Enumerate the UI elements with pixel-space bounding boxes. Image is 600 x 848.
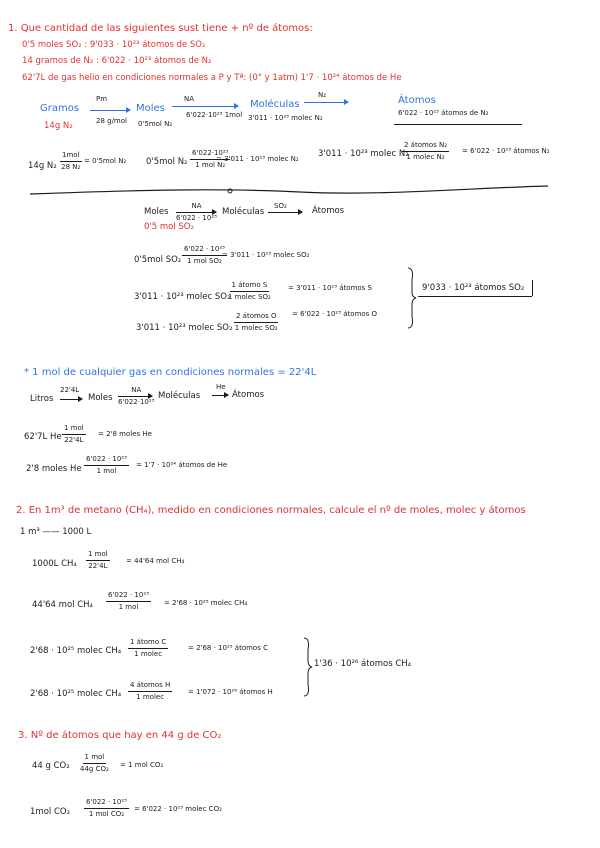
scheme3-na: NA — [129, 387, 143, 397]
calc2-b-num: 1 átomo S — [230, 282, 270, 292]
calc1-a-den: 28 N₂ — [61, 163, 81, 171]
section-divider — [0, 180, 600, 202]
question-3-title: 3. Nº de átomos que hay en 44 g de CO₂ — [18, 730, 222, 741]
q2-c-num: 1 átomo C — [128, 639, 168, 649]
calc2-b-den: 1 molec SO₂ — [228, 293, 271, 301]
calc1-a-result: = 0'5mol N₂ — [84, 157, 127, 165]
calc2-c-num: 2 átomos O — [234, 313, 278, 323]
scheme1-arrow-3 — [304, 102, 348, 103]
scheme2-atomos: Átomos — [312, 206, 345, 216]
calc1-a-lhs: 14g N₂ — [28, 161, 57, 171]
q2-total: 1'36 · 10²⁶ átomos CH₄ — [314, 659, 412, 669]
calc2-a-den: 1 mol SO₂ — [187, 257, 222, 265]
calc2-a-lhs: 0'5mol SO₂ — [134, 255, 182, 265]
question-2-title: 2. En 1m³ de metano (CH₄), medido en condiciones normales, calcule el nº de moles, molec y átomos — [16, 505, 526, 516]
calc2-total-underline — [418, 296, 532, 297]
scheme1-pm: Pm — [96, 95, 108, 103]
scheme3-he: He — [216, 383, 226, 391]
scheme3-moleculas: Moléculas — [158, 391, 201, 401]
q2-b-lhs: 44'64 mol CH₄ — [32, 600, 93, 610]
q2-d-num: 4 átomos H — [128, 682, 172, 692]
calc1-c-den: 1 molec N₂ — [406, 153, 445, 161]
q2-b-fraction — [106, 592, 151, 611]
calc3-b-fraction — [84, 456, 129, 475]
q3-b-lhs: 1mol CO₂ — [30, 807, 70, 817]
calc1-c-result: = 6'022 · 10²³ átomos N₂ — [462, 147, 550, 155]
calc2-total: 9'033 · 10²³ átomos SO₂ — [422, 283, 525, 293]
calc3-b-den: 1 mol — [96, 467, 117, 475]
answer-1b: 14 gramos de N₂ : 6'022 · 10²³ átomos de N₂ — [22, 56, 212, 66]
q3-a-fraction — [80, 754, 109, 773]
q2-a-lhs: 1000L CH₄ — [32, 559, 77, 569]
q3-a-result: = 1 mol CO₂ — [120, 761, 164, 769]
scheme2-arrow-1 — [176, 212, 216, 213]
q2-c-fraction — [128, 639, 168, 658]
calc2-c-den: 1 molec SO₂ — [234, 324, 278, 332]
gas-note: * 1 mol de cualquier gas en condiciones normales = 22'4L — [24, 367, 317, 378]
calc3-b-num: 6'022 · 10²³ — [84, 456, 129, 466]
calc2-total-bar — [532, 280, 533, 296]
calc1-b-den: 1 mol N₂ — [195, 161, 226, 169]
calc2-c-fraction — [234, 313, 278, 332]
calc1-b-result: = 3'011 · 10²³ molec N₂ — [216, 155, 299, 163]
calc3-a-num: 1 mol — [62, 425, 86, 435]
q2-d-result: = 1'072 · 10²⁶ átomos H — [188, 688, 273, 696]
scheme3-l224: 22'4L — [60, 386, 80, 394]
scheme1-moles-value: 0'5mol N₂ — [138, 120, 173, 128]
scheme2-given: 0'5 mol SO₂ — [144, 222, 194, 232]
calc1-b-num: 6'022·10²³ — [190, 150, 230, 160]
q3-b-den: 1 mol CO₂ — [88, 810, 125, 818]
q2-b-den: 1 mol — [118, 603, 139, 611]
q2-a-result: = 44'64 mol CH₄ — [126, 557, 185, 565]
calc2-c-result: = 6'022 · 10²³ átomos O — [292, 310, 378, 318]
q3-a-lhs: 44 g CO₂ — [32, 761, 70, 771]
q2-d-lhs: 2'68 · 10²⁵ molec CH₄ — [30, 689, 122, 699]
scheme1-na: NA — [184, 95, 195, 103]
scheme3-arrow-1 — [60, 399, 82, 400]
scheme1-moles: Moles — [136, 103, 165, 114]
calc2-b-fraction — [228, 282, 271, 301]
calc1-c-fraction — [402, 142, 449, 161]
scheme2-na-den: 6'022 · 10²³ — [176, 214, 217, 222]
q2-c-lhs: 2'68 · 10²⁵ molec CH₄ — [30, 646, 122, 656]
scheme3-na-den: 6'022·10²³ — [118, 398, 155, 406]
scheme1-arrow-2 — [172, 106, 238, 107]
calc2-b-result: = 3'011 · 10²³ átomos S — [288, 284, 372, 292]
calc2-c-lhs: 3'011 · 10²³ molec SO₂ — [136, 323, 233, 333]
q2-c-result: = 2'68 · 10²⁵ átomos C — [188, 644, 268, 652]
scheme3-arrow-2 — [118, 396, 152, 397]
scheme1-atomos: Átomos — [398, 95, 436, 106]
calc2-b-lhs: 3'011 · 10²³ molec SO₂ — [134, 292, 231, 302]
q3-b-result: = 6'022 · 10²³ molec CO₂ — [134, 805, 222, 813]
calc1-b-lhs: 0'5mol N₂ — [146, 157, 188, 167]
scheme2-na: NA — [189, 203, 203, 213]
calc1-a-num: 1mol — [60, 152, 82, 162]
scheme1-na-value: 6'022·10²³ 1mol — [186, 111, 243, 119]
q2-c-den: 1 molec — [134, 650, 163, 658]
calc2-brace — [404, 266, 418, 330]
scheme2-moleculas: Moléculas — [222, 207, 265, 217]
q2-a-num: 1 mol — [86, 551, 110, 561]
scheme1-pm-value: 28 g/mol — [96, 117, 127, 125]
calc3-b-lhs: 2'8 moles He — [26, 464, 82, 474]
scheme2-moles: Moles — [144, 207, 169, 217]
calc1-c-lhs: 3'011 · 10²³ molec N₂ — [318, 149, 409, 159]
q2-b-result: = 2'68 · 10²⁵ molec CH₄ — [164, 599, 248, 607]
calc2-a-fraction — [182, 246, 227, 265]
q3-a-num: 1 mol — [83, 754, 107, 764]
scheme1-atomos-value: 6'022 · 10²³ átomos de N₂ — [398, 109, 489, 117]
scheme1-arrow-1 — [90, 110, 130, 111]
calc2-a-num: 6'022 · 10²³ — [182, 246, 227, 256]
q3-b-num: 6'022 · 10²³ — [84, 799, 129, 809]
calc1-a-fraction — [60, 152, 82, 171]
scheme3-atomos: Átomos — [232, 390, 265, 400]
scheme3-arrow-3 — [212, 395, 228, 396]
calc1-c-num: 2 átomos N₂ — [402, 142, 449, 152]
scheme1-given: 14g N₂ — [44, 121, 73, 131]
q3-b-fraction — [84, 799, 129, 818]
scheme1-gramos: Gramos — [40, 103, 80, 114]
calc2-a-result: = 3'011 · 10²³ molec SO₂ — [222, 251, 310, 259]
scheme3-litros: Litros — [30, 394, 54, 404]
calc3-a-fraction — [62, 425, 86, 444]
scheme2-arrow-2 — [268, 212, 302, 213]
q3-a-den: 44g CO₂ — [80, 765, 109, 773]
scheme2-so2: SO₂ — [274, 202, 287, 210]
calc3-a-den: 22'4L — [64, 436, 84, 444]
q2-b-num: 6'022 · 10²³ — [106, 592, 151, 602]
scheme1-moleculas: Moléculas — [250, 99, 300, 110]
scheme1-underline — [394, 124, 522, 125]
calc3-a-lhs: 62'7L He — [24, 432, 62, 442]
answer-1c: 62'7L de gas helio en condiciones normales a P y Tª: (0° y 1atm) 1'7 · 10²⁴ átomos de He — [22, 73, 402, 83]
q2-d-fraction — [128, 682, 172, 701]
scheme1-n2: N₂ — [318, 91, 327, 99]
q2-a-den: 22'4L — [88, 562, 108, 570]
q2-brace — [300, 636, 314, 698]
q2-a-fraction — [86, 551, 110, 570]
q2-conversion: 1 m³ —— 1000 L — [20, 527, 92, 537]
calc3-a-result: = 2'8 moles He — [98, 430, 152, 438]
scheme1-moleculas-value: 3'011 · 10²³ molec N₂ — [248, 114, 323, 122]
scheme3-moles: Moles — [88, 393, 113, 403]
answer-1a: 0'5 moles SO₂ : 9'033 · 10²³ átomos de SO₂ — [22, 40, 206, 50]
question-1-title: 1. Que cantidad de las siguientes sust tiene + nº de átomos: — [8, 23, 313, 34]
calc3-b-result: = 1'7 · 10²⁴ átomos de He — [136, 461, 228, 469]
q2-d-den: 1 molec — [136, 693, 165, 701]
